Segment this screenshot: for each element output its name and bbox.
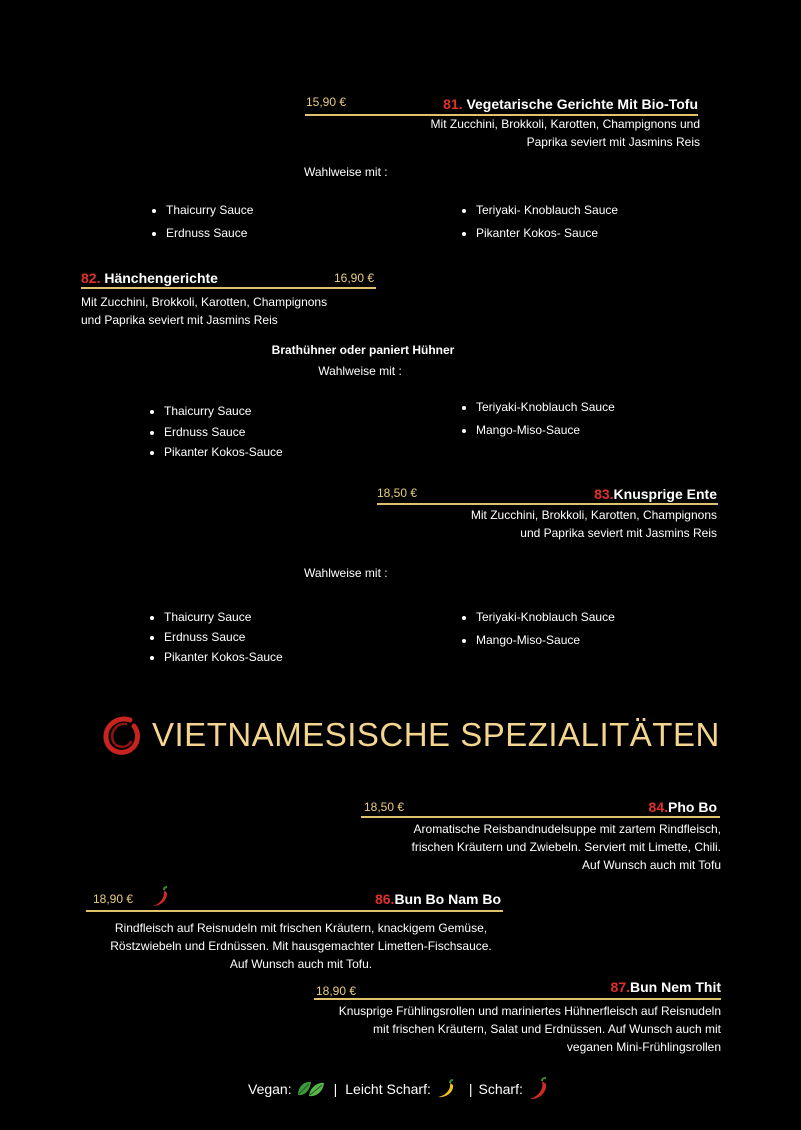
- yellow-chili-icon: [435, 1078, 457, 1100]
- item81-desc-line: Paprika seviert mit Jasmins Reis: [526, 135, 700, 149]
- item84-desc-line: frischen Kräutern und Zwiebeln. Serviert mit Limette, Chili.: [411, 840, 721, 854]
- item82-name: Hänchengerichte: [104, 270, 218, 286]
- item81-number: 81.: [443, 96, 463, 112]
- item84-desc-line: Aromatische Reisbandnudelsuppe mit zartem Rindfleisch,: [413, 822, 721, 836]
- item82-title: [81, 270, 218, 286]
- sauce-option: • Teriyaki-Knoblauch Sauce: [476, 396, 615, 419]
- red-chili-icon: [151, 886, 169, 908]
- item84-name: Pho Bo: [668, 799, 717, 815]
- item86-name: Bun Bo Nam Bo: [394, 891, 501, 907]
- legend: [248, 1076, 549, 1102]
- item82-choice: Wahlweise mit :: [318, 364, 402, 378]
- item81-desc-line: Mit Zucchini, Brokkoli, Karotten, Champignons und: [430, 117, 700, 131]
- item82-underline: [81, 287, 376, 289]
- item84-price: 18,50 €: [364, 800, 405, 814]
- item87-desc-line: Knusprige Frühlingsrollen und mariniertes Hühnerfleisch auf Reisnudeln: [338, 1004, 721, 1018]
- sauce-option: • Erdnuss Sauce: [164, 627, 283, 647]
- item86-desc-line: Röstzwiebeln und Erdnüssen. Mit hausgemachter Limetten-Fischsauce.: [110, 939, 492, 953]
- legend-vegan-label: Vegan:: [248, 1081, 292, 1097]
- item86-desc-line: Auf Wunsch auch mit Tofu.: [229, 957, 373, 971]
- item81-price: 15,90 €: [306, 95, 347, 109]
- item84-description: [360, 820, 721, 874]
- item87-name: Bun Nem Thit: [630, 979, 721, 995]
- item84-title: [520, 799, 717, 815]
- item83-title: [480, 486, 717, 502]
- item86-description: [86, 919, 516, 973]
- item86-underline: [86, 910, 503, 912]
- legend-separator: |: [333, 1081, 338, 1097]
- item83-name: Knusprige Ente: [613, 486, 717, 502]
- sauce-option: • Pikanter Kokos- Sauce: [476, 222, 618, 245]
- item84-desc-line: Auf Wunsch auch mit Tofu: [582, 858, 721, 872]
- item84-underline: [361, 816, 720, 818]
- sauce-option: • Thaicurry Sauce: [164, 401, 283, 422]
- legend-mild-label: Leicht Scharf:: [345, 1081, 431, 1097]
- item87-underline: [314, 998, 721, 1000]
- sauce-option: • Pikanter Kokos-Sauce: [164, 647, 283, 667]
- section-heading: VIETNAMESISCHE SPEZIALITÄTEN: [152, 716, 720, 753]
- item83-desc-line: und Paprika seviert mit Jasmins Reis: [520, 526, 717, 540]
- item86-price: 18,90 €: [93, 892, 134, 906]
- item83-sauces-right: [458, 606, 615, 652]
- sauce-option: • Thaicurry Sauce: [164, 607, 283, 627]
- item81-sauces-right: [458, 199, 618, 245]
- item82-price: 16,90 €: [334, 271, 375, 285]
- sauce-option: • Erdnuss Sauce: [164, 422, 283, 443]
- item83-choice: Wahlweise mit :: [304, 566, 388, 580]
- legend-hot-label: Scharf:: [478, 1081, 523, 1097]
- sauce-option: • Pikanter Kokos-Sauce: [164, 442, 283, 463]
- sauce-option: • Mango-Miso-Sauce: [476, 629, 615, 652]
- sauce-option: • Thaicurry Sauce: [166, 199, 253, 222]
- item82-desc-line: und Paprika seviert mit Jasmins Reis: [81, 313, 278, 327]
- sauce-option: • Teriyaki-Knoblauch Sauce: [476, 606, 615, 629]
- item83-sauces-left: [146, 607, 283, 667]
- item87-desc-line: veganen Mini-Frühlingsrollen: [566, 1040, 721, 1054]
- item82-variant: Brathühner oder paniert Hühner: [271, 343, 455, 357]
- red-chili-icon: [527, 1076, 549, 1102]
- item82-sauces-left: [146, 401, 283, 463]
- item82-desc-line: Mit Zucchini, Brokkoli, Karotten, Champignons: [81, 295, 328, 309]
- item86-title: [300, 891, 501, 907]
- sauce-option: • Erdnuss Sauce: [166, 222, 253, 245]
- item81-choice: Wahlweise mit :: [304, 165, 388, 179]
- item87-desc-line: mit frischen Kräutern, Salat und Erdnüssen. Auf Wunsch auch mit: [373, 1022, 721, 1036]
- item83-description: [420, 506, 717, 542]
- item81-description: [380, 115, 700, 151]
- item82-sauces-right: [458, 396, 615, 442]
- item87-description: [300, 1002, 721, 1056]
- item87-number: 87.: [610, 979, 630, 995]
- item81-name: Vegetarische Gerichte Mit Bio-Tofu: [466, 96, 698, 112]
- item83-underline: [377, 503, 718, 505]
- item82-description: [81, 293, 381, 329]
- item84-number: 84.: [648, 799, 668, 815]
- leaf-icon: [296, 1079, 326, 1099]
- item81-title: [380, 96, 698, 112]
- legend-separator: |: [468, 1081, 473, 1097]
- item82-number: 82.: [81, 270, 101, 286]
- item86-desc-line: Rindfleisch auf Reisnudeln mit frischen Kräutern, knackigem Gemüse,: [114, 921, 488, 935]
- item81-sauces-left: [148, 199, 253, 245]
- item87-title: [520, 979, 721, 995]
- brush-circle-icon: [100, 714, 144, 758]
- item87-price: 18,90 €: [316, 984, 357, 998]
- item83-desc-line: Mit Zucchini, Brokkoli, Karotten, Champignons: [470, 508, 717, 522]
- item86-number: 86.: [374, 891, 395, 907]
- item83-number: 83.: [594, 486, 614, 502]
- sauce-option: • Mango-Miso-Sauce: [476, 419, 615, 442]
- sauce-option: • Teriyaki- Knoblauch Sauce: [476, 199, 618, 222]
- item83-price: 18,50 €: [377, 486, 418, 500]
